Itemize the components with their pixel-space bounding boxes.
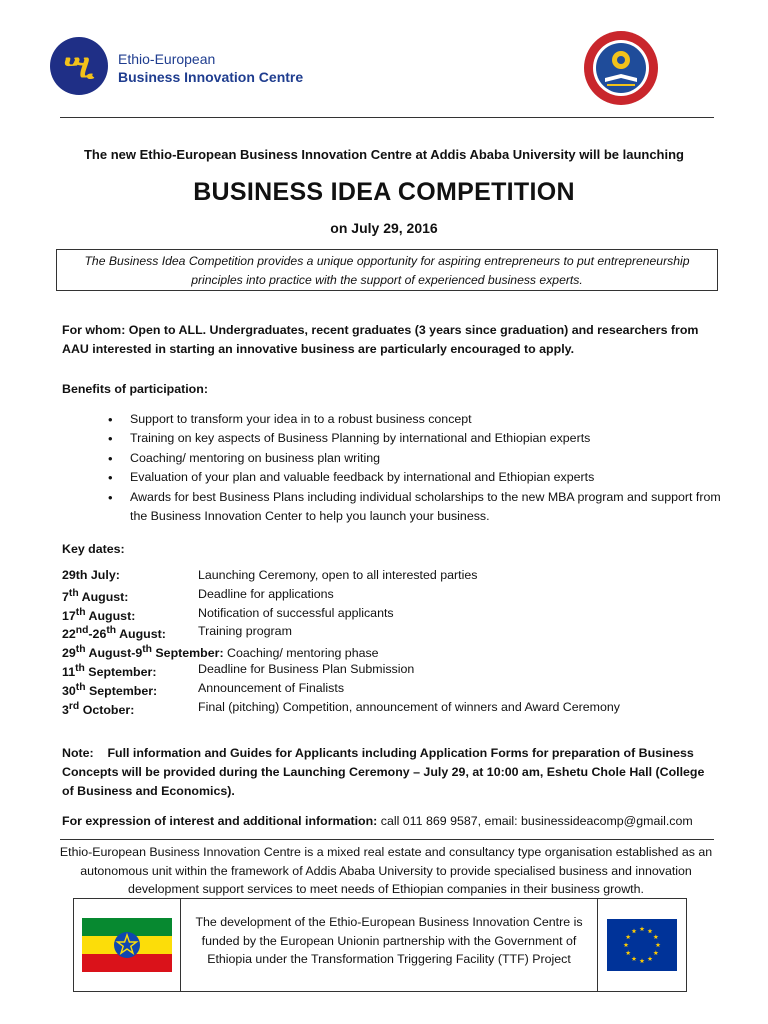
table-row bbox=[62, 604, 722, 623]
key-dates-table bbox=[62, 566, 722, 716]
list-item: • Coaching/ mentoring on business plan writing bbox=[108, 449, 728, 468]
logo-glyph: ሢ bbox=[64, 46, 94, 86]
date-label: 22nd-26th August: bbox=[62, 625, 166, 642]
note-paragraph bbox=[62, 744, 712, 801]
ethiopia-flag-icon bbox=[82, 918, 172, 972]
date-description: Announcement of Finalists bbox=[198, 680, 345, 695]
note-text: Full information and Guides for Applicants including Application Forms for preparation of Business Concepts will be provided during the Launching Ceremony – July 29, at 10:00 am, Eshetu Chole Hall (College of Business and Economics). bbox=[62, 746, 705, 798]
table-row bbox=[62, 641, 722, 660]
summary-box bbox=[56, 249, 718, 291]
note-label: Note: bbox=[62, 746, 94, 760]
footer-divider bbox=[60, 839, 714, 840]
contact-label: For expression of interest and additional information: bbox=[62, 814, 378, 828]
date-description: Deadline for Business Plan Submission bbox=[198, 661, 415, 676]
table-row bbox=[62, 585, 722, 604]
table-row bbox=[62, 566, 722, 585]
table-row bbox=[62, 622, 722, 641]
table-row bbox=[62, 679, 722, 698]
date-description: Deadline for applications bbox=[198, 586, 334, 601]
summary-line2: principles into practice with the support of experienced business experts. bbox=[191, 273, 583, 287]
date-label: 29th August-9th September: bbox=[62, 644, 224, 661]
for-whom-paragraph: For whom: Open to ALL. Undergraduates, recent graduates (3 years since graduation) and researchers from AAU interested in starting an innovative business are particularly encouraged to apply. bbox=[62, 323, 699, 356]
eebic-logo-icon bbox=[50, 37, 108, 95]
list-item: • Awards for best Business Plans including individual scholarships to the new MBA program and support from the Business Innovation Center to help you launch your business. bbox=[108, 488, 728, 527]
date-label: 11th September: bbox=[62, 662, 157, 680]
about-paragraph: Ethio-European Business Innovation Centre is a mixed real estate and consultancy type organisation established as an autonomous unit within the framework of Addis Ababa University to provide specialised business and innovation development support services to meet needs of Ethiopian companies in their business growth. bbox=[59, 845, 713, 897]
addis-ababa-university-seal-icon bbox=[583, 30, 659, 106]
partner-text: The development of the Ethio-European Business Innovation Centre is funded by the European Unionin partnership with the Government of Ethiopia under the Transformation Triggering Facility (TTF) Project bbox=[181, 899, 598, 991]
contact-line bbox=[62, 812, 722, 831]
intro-line: The new Ethio-European Business Innovation Centre at Addis Ababa University will be launching bbox=[83, 147, 684, 162]
benefits-heading: Benefits of participation: bbox=[62, 382, 208, 396]
date-label: 29th July: bbox=[62, 568, 120, 582]
contact-text: call 011 869 9587, email: businessideacomp@gmail.com bbox=[377, 814, 693, 828]
page-title: BUSINESS IDEA COMPETITION bbox=[193, 178, 575, 206]
ethiopia-flag-cell bbox=[74, 899, 181, 991]
summary-line1: The Business Idea Competition provides a unique opportunity for aspiring entrepreneurs to put entrepreneurship bbox=[84, 254, 690, 268]
brand-name bbox=[118, 50, 303, 86]
event-date: on July 29, 2016 bbox=[330, 220, 438, 236]
date-description: Notification of successful applicants bbox=[198, 605, 394, 620]
eu-flag-cell bbox=[598, 899, 686, 991]
date-label: 7th August: bbox=[62, 587, 129, 604]
brand-line1: Ethio-European bbox=[118, 51, 216, 67]
list-item: • Support to transform your idea in to a robust business concept bbox=[108, 410, 728, 429]
table-row bbox=[62, 660, 722, 679]
key-dates-heading: Key dates: bbox=[62, 542, 125, 556]
date-description: Final (pitching) Competition, announcement of winners and Award Ceremony bbox=[198, 699, 620, 714]
date-description: Launching Ceremony, open to all interested parties bbox=[198, 568, 478, 582]
brand-line2: Business Innovation Centre bbox=[118, 69, 304, 85]
list-item: • Evaluation of your plan and valuable feedback by international and Ethiopian experts bbox=[108, 468, 728, 487]
eu-flag-icon bbox=[607, 919, 677, 971]
date-description: Coaching/ mentoring phase bbox=[223, 646, 379, 661]
date-label: 3rd October: bbox=[62, 700, 135, 717]
date-description: Training program bbox=[198, 624, 292, 639]
list-item: • Training on key aspects of Business Planning by international and Ethiopian experts bbox=[108, 429, 728, 448]
partner-box bbox=[73, 898, 687, 992]
benefits-list bbox=[108, 410, 728, 526]
date-label: 30th September: bbox=[62, 681, 158, 698]
date-label: 17th August: bbox=[62, 606, 136, 623]
header-divider bbox=[60, 117, 714, 118]
table-row bbox=[62, 698, 722, 717]
